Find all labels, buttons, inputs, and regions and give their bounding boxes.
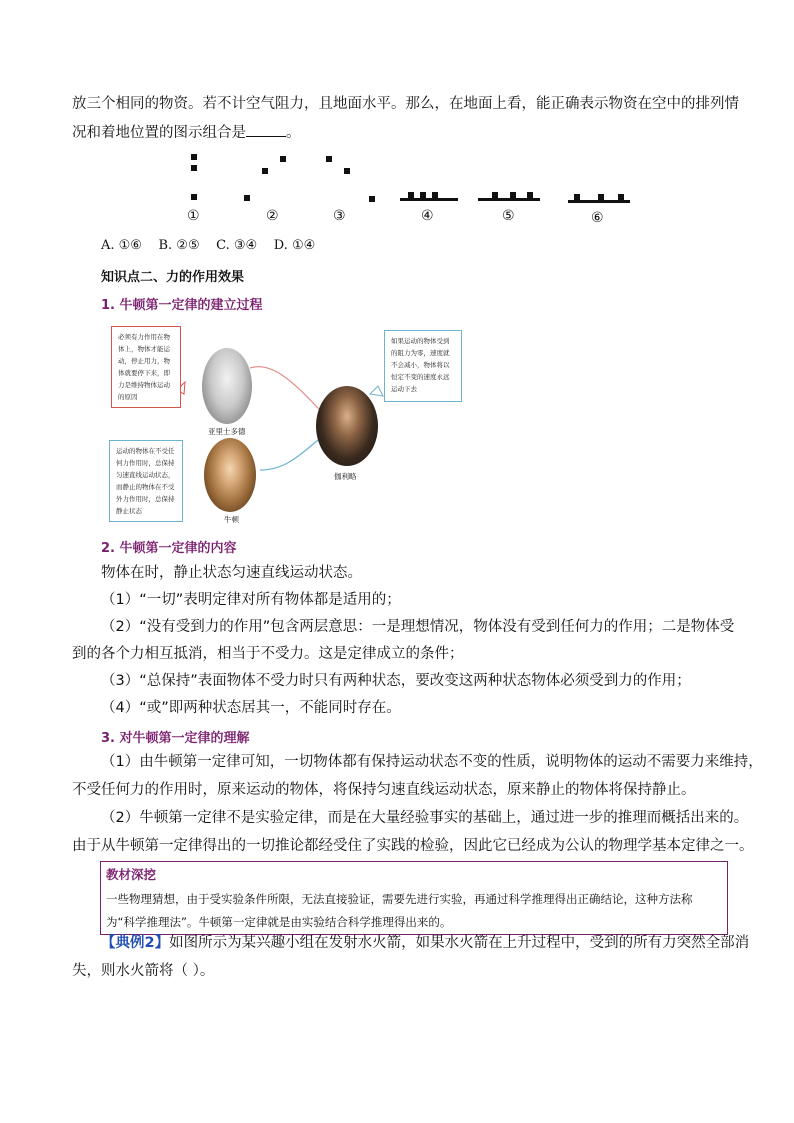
figure-label-6: ⑥ xyxy=(591,210,604,226)
ground-line xyxy=(478,198,540,201)
example-2-text: 如图所示为某兴趣小组在发射水火箭，如果水火箭在上升过程中，受到的所有力突然全部消 xyxy=(169,935,750,951)
history-diagram xyxy=(100,320,490,525)
textbook-box-line-1: 一些物理猜想，由于受实验条件所限，无法直接验证，需要先进行实验，再通过科学推理得出正确结论，这种方法称 xyxy=(106,892,693,906)
supply-dot xyxy=(598,194,604,200)
supply-dot xyxy=(618,194,624,200)
understanding-line-1: （1）由牛顿第一定律可知，一切物体都有保持运动状态不变的性质，说明物体的运动不需要力来维持， xyxy=(101,754,763,770)
textbook-box-title: 教材深挖 xyxy=(106,867,157,882)
understanding-line-4: 由于从牛顿第一定律得出的一切推论都经受住了实践的检验，因此它已经成为公认的物理学基本定律之一。 xyxy=(72,838,754,854)
supply-dot xyxy=(344,168,350,174)
supply-dot xyxy=(574,194,580,200)
section-title: 知识点二、力的作用效果 xyxy=(101,270,245,285)
question-line-2 xyxy=(72,122,301,143)
figure-label-5: ⑤ xyxy=(502,208,515,224)
aristotle-quote: 必须有力作用在物体上，物体才能运动，停止用力，物体就要停下来，即力是维持物体运动的原因 xyxy=(111,326,181,408)
law-content-line: 物体在时，静止状态匀速直线运动状态。 xyxy=(101,565,362,581)
supply-dot xyxy=(510,192,516,198)
example-2-line-2: 失，则水火箭将（ ）。 xyxy=(72,963,215,979)
supply-dot xyxy=(527,192,533,198)
answer-options: A. ①⑥ B. ②⑤ C. ③④ D. ①④ xyxy=(101,238,316,253)
supply-dot xyxy=(369,196,375,202)
supply-dot xyxy=(280,156,286,162)
subsection-title-2: 2. 牛顿第一定律的内容 xyxy=(101,541,237,556)
subsection-title-3: 3. 对牛顿第一定律的理解 xyxy=(101,731,250,746)
figure-label-3: ③ xyxy=(333,208,346,224)
supply-dot xyxy=(244,195,250,201)
figure-label-2: ② xyxy=(266,208,279,224)
law-note-2: （2）“没有受到力的作用”包含两层意思：一是理想情况，物体没有受到任何力的作用；二是物体受 xyxy=(101,619,735,635)
example-2-label: 【典例2】 xyxy=(101,935,170,951)
example-2-line-1 xyxy=(101,933,749,953)
supply-drop-figure xyxy=(180,150,640,230)
subsection-title-1: 1. 牛顿第一定律的建立过程 xyxy=(101,298,263,313)
supply-dot xyxy=(262,168,268,174)
supply-dot xyxy=(432,192,438,198)
supply-dot xyxy=(408,192,414,198)
understanding-line-2: 不受任何力的作用时，原来运动的物体，将保持匀速直线运动状态，原来静止的物体将保持静止。 xyxy=(72,782,696,798)
answer-blank xyxy=(246,122,286,137)
law-note-4: （4）“或”即两种状态居其一，不能同时存在。 xyxy=(101,700,401,716)
textbook-box-line-2: 为“科学推理法”。牛顿第一定律就是由实验结合科学推理得出来的。 xyxy=(106,915,452,929)
aristotle-name: 亚里士多德 xyxy=(208,427,246,436)
understanding-line-3: （2）牛顿第一定律不是实验定律，而是在大量经验事实的基础上，通过进一步的推理而概括出来的。 xyxy=(101,810,749,826)
supply-dot xyxy=(492,192,498,198)
newton-portrait xyxy=(204,438,256,512)
newton-name: 牛顿 xyxy=(224,515,239,524)
law-note-1: （1）“一切”表明定律对所有物体都是适用的； xyxy=(101,592,401,608)
galileo-portrait xyxy=(316,386,378,466)
figure-label-4: ④ xyxy=(421,208,434,224)
law-note-3: （3）“总保持”表面物体不受力时只有两种状态，要改变这两种状态物体必须受到力的作用； xyxy=(101,673,691,689)
galileo-quote: 如果运动的物体受到的阻力为零，速度就不会减小，物体将以恒定不变的速度永远运动下去 xyxy=(384,330,462,402)
law-note-2-cont: 到的各个力相互抵消，相当于不受力。这是定律成立的条件； xyxy=(72,646,464,662)
supply-dot xyxy=(326,156,332,162)
supply-dot xyxy=(191,194,197,200)
question-line-2-text: 况和着地位置的图示组合是 xyxy=(72,125,246,141)
ground-line xyxy=(568,200,630,203)
question-line-1: 放三个相同的物资。若不计空气阻力，且地面水平。那么，在地面上看，能正确表示物资在空中的排列情 xyxy=(72,96,739,112)
question-line-2-end: 。 xyxy=(286,125,301,141)
ground-line xyxy=(400,198,458,201)
supply-dot xyxy=(191,154,197,160)
galileo-name: 伽利略 xyxy=(334,472,357,481)
figure-label-1: ① xyxy=(187,208,200,224)
newton-quote: 运动的物体在不受任何力作用时，总保持匀速直线运动状态，而静止的物体在不受外力作用时，总保持静止状态 xyxy=(109,440,183,522)
supply-dot xyxy=(191,165,197,171)
aristotle-portrait xyxy=(202,348,252,424)
supply-dot xyxy=(420,192,426,198)
